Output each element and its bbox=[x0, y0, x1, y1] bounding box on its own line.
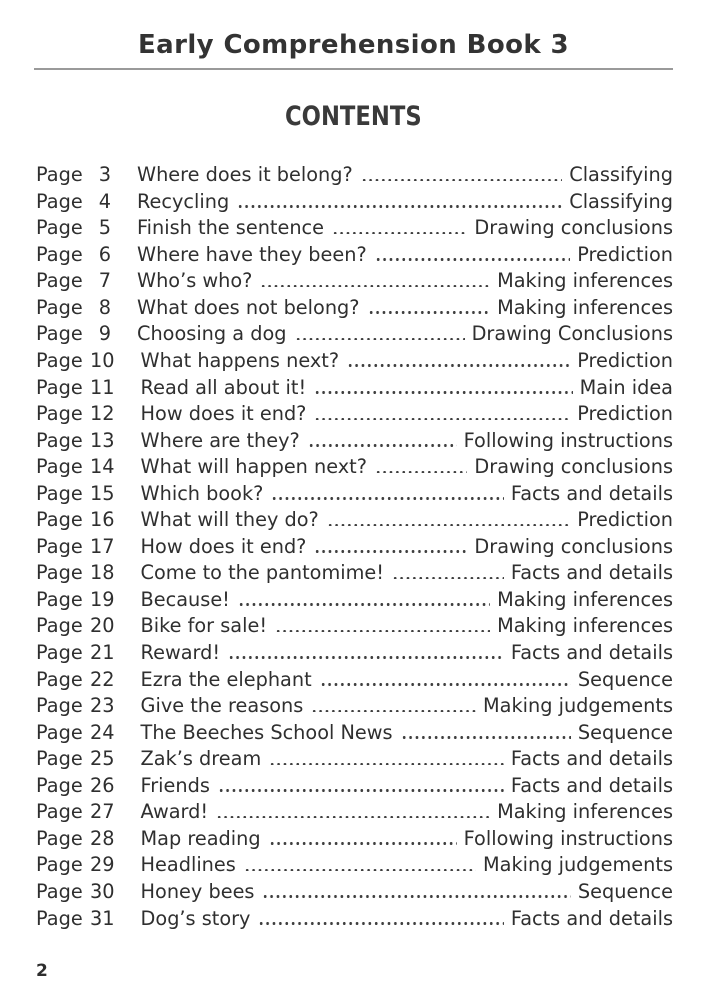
toc-entry-title: Zak’s dream bbox=[140, 747, 262, 771]
toc-entry-category: Drawing conclusions bbox=[474, 534, 673, 558]
toc-entry-title: Award! bbox=[140, 800, 209, 824]
toc-entry-title: What will they do? bbox=[140, 508, 319, 532]
toc-page-number: 12 bbox=[90, 402, 115, 426]
toc-page-number: 20 bbox=[90, 614, 115, 638]
toc-row bbox=[36, 880, 673, 907]
toc-entry-title: Who’s who? bbox=[137, 269, 253, 293]
toc-page-word: Page bbox=[36, 402, 83, 426]
toc-dot-leader bbox=[218, 789, 504, 792]
toc-row bbox=[36, 429, 673, 456]
toc-entry-category: Facts and details bbox=[510, 747, 673, 771]
toc-page-word: Page bbox=[36, 481, 83, 505]
toc-row bbox=[36, 561, 673, 588]
toc-entry-category: Making inferences bbox=[497, 587, 673, 611]
toc-page-number: 14 bbox=[90, 455, 115, 479]
toc-page-word: Page bbox=[36, 295, 83, 319]
toc-page-word: Page bbox=[36, 826, 83, 850]
toc-dot-leader bbox=[262, 895, 570, 898]
toc-entry-title: Finish the sentence bbox=[137, 216, 325, 240]
toc-page-word: Page bbox=[36, 349, 83, 373]
toc-entry-category: Facts and details bbox=[510, 773, 673, 797]
toc-page-word: Page bbox=[36, 561, 83, 585]
toc-page-number: 31 bbox=[90, 906, 115, 930]
toc-page-number: 21 bbox=[90, 641, 115, 665]
toc-page-word: Page bbox=[36, 163, 83, 187]
toc-entry-category: Sequence bbox=[577, 667, 673, 691]
toc-entry-category: Drawing Conclusions bbox=[471, 322, 673, 346]
toc-entry-title: Read all about it! bbox=[140, 375, 307, 399]
toc-dot-leader bbox=[228, 656, 504, 659]
toc-page-number: 26 bbox=[90, 773, 115, 797]
book-title: Early Comprehension Book 3 bbox=[138, 30, 569, 60]
toc-page-number: 15 bbox=[90, 481, 115, 505]
toc-page-word: Page bbox=[36, 242, 83, 266]
toc-page-number: 23 bbox=[90, 694, 115, 718]
toc-row bbox=[36, 721, 673, 748]
toc-entry-category: Facts and details bbox=[510, 641, 673, 665]
toc-dot-leader bbox=[308, 444, 457, 447]
toc-page-number: 13 bbox=[90, 428, 115, 452]
toc-entry-category: Making inferences bbox=[497, 295, 673, 319]
toc-page-number: 10 bbox=[90, 349, 115, 373]
toc-row bbox=[36, 800, 673, 827]
toc-page-word: Page bbox=[36, 694, 83, 718]
toc-page-number: 19 bbox=[90, 587, 115, 611]
toc-page-word: Page bbox=[36, 667, 83, 691]
toc-entry-category: Making inferences bbox=[497, 800, 673, 824]
toc-row bbox=[36, 853, 673, 880]
toc-row bbox=[36, 216, 673, 243]
contents-heading-wrap bbox=[0, 101, 707, 133]
toc-page-word: Page bbox=[36, 747, 83, 771]
toc-page-word: Page bbox=[36, 269, 83, 293]
toc-row bbox=[36, 774, 673, 801]
toc-dot-leader bbox=[392, 577, 504, 580]
toc-dot-leader bbox=[347, 364, 570, 367]
toc-entry-title: Map reading bbox=[140, 826, 261, 850]
toc-dot-leader bbox=[269, 842, 457, 845]
toc-entry-category: Classifying bbox=[569, 163, 673, 187]
toc-page-word: Page bbox=[36, 455, 83, 479]
toc-entry-title: What does not belong? bbox=[137, 295, 360, 319]
folio-page-number: 2 bbox=[36, 961, 48, 981]
toc-page-number: 25 bbox=[90, 747, 115, 771]
toc-page-word: Page bbox=[36, 375, 83, 399]
toc-row bbox=[36, 402, 673, 429]
toc-page-word: Page bbox=[36, 879, 83, 903]
toc-entry-category: Making inferences bbox=[497, 269, 673, 293]
toc-page-word: Page bbox=[36, 720, 83, 744]
toc-entry-category: Facts and details bbox=[510, 906, 673, 930]
toc-dot-leader bbox=[375, 258, 571, 261]
toc-dot-leader bbox=[271, 497, 504, 500]
toc-page-word: Page bbox=[36, 216, 83, 240]
toc-page-word: Page bbox=[36, 906, 83, 930]
toc-entry-category: Prediction bbox=[577, 242, 673, 266]
toc-row bbox=[36, 747, 673, 774]
toc-page-number: 6 bbox=[98, 242, 111, 266]
toc-page-number: 3 bbox=[98, 163, 111, 187]
toc-entry-title: Which book? bbox=[140, 481, 264, 505]
toc-entry-title: Reward! bbox=[140, 641, 221, 665]
toc-entry-title: Give the reasons bbox=[140, 694, 304, 718]
toc-row bbox=[36, 190, 673, 217]
toc-row bbox=[36, 614, 673, 641]
toc-dot-leader bbox=[320, 683, 571, 686]
toc-dot-leader bbox=[258, 922, 503, 925]
toc-dot-leader bbox=[368, 311, 491, 314]
toc-row bbox=[36, 163, 673, 190]
toc-row bbox=[36, 668, 673, 695]
toc-page-number: 24 bbox=[90, 720, 115, 744]
toc-row bbox=[36, 322, 673, 349]
toc-entry-category: Prediction bbox=[577, 508, 673, 532]
toc-page-number: 18 bbox=[90, 561, 115, 585]
toc-entry-title: The Beeches School News bbox=[140, 720, 393, 744]
toc-entry-category: Prediction bbox=[577, 402, 673, 426]
toc-entry-category: Making inferences bbox=[497, 614, 673, 638]
toc-dot-leader bbox=[375, 471, 467, 474]
toc-entry-category: Classifying bbox=[569, 189, 673, 213]
toc-dot-leader bbox=[275, 630, 490, 633]
toc-page-word: Page bbox=[36, 800, 83, 824]
toc-entry-category: Following instructions bbox=[463, 428, 673, 452]
toc-page-word: Page bbox=[36, 853, 83, 877]
toc-row bbox=[36, 535, 673, 562]
toc-page-number: 16 bbox=[90, 508, 115, 532]
toc-page-word: Page bbox=[36, 641, 83, 665]
toc-entry-title: Choosing a dog bbox=[137, 322, 287, 346]
toc-entry-title: What will happen next? bbox=[140, 455, 367, 479]
toc-page-number: 22 bbox=[90, 667, 115, 691]
toc-page-number: 27 bbox=[90, 800, 115, 824]
toc-page-number: 4 bbox=[98, 189, 111, 213]
toc-entry-category: Making judgements bbox=[483, 694, 673, 718]
toc-page-word: Page bbox=[36, 322, 83, 346]
toc-entry-category: Facts and details bbox=[510, 481, 673, 505]
toc-page-word: Page bbox=[36, 508, 83, 532]
toc-entry-title: Friends bbox=[140, 773, 210, 797]
toc-page-number: 8 bbox=[98, 295, 111, 319]
toc-page-number: 30 bbox=[90, 879, 115, 903]
toc-row bbox=[36, 349, 673, 376]
toc-page-number: 11 bbox=[90, 375, 115, 399]
toc-page-word: Page bbox=[36, 534, 83, 558]
toc-dot-leader bbox=[314, 418, 570, 421]
toc-entry-category: Drawing conclusions bbox=[474, 455, 673, 479]
toc-page-word: Page bbox=[36, 587, 83, 611]
toc-page-number: 29 bbox=[90, 853, 115, 877]
toc-entry-title: Dog’s story bbox=[140, 906, 251, 930]
toc-dot-leader bbox=[361, 179, 563, 182]
toc-entry-title: Where have they been? bbox=[137, 242, 367, 266]
toc-row bbox=[36, 508, 673, 535]
table-of-contents bbox=[36, 163, 673, 933]
toc-page-word: Page bbox=[36, 189, 83, 213]
toc-entry-category: Main idea bbox=[579, 375, 673, 399]
toc-dot-leader bbox=[314, 391, 572, 394]
toc-entry-title: Because! bbox=[140, 587, 230, 611]
toc-page-word: Page bbox=[36, 614, 83, 638]
toc-row bbox=[36, 827, 673, 854]
toc-dot-leader bbox=[237, 205, 562, 208]
toc-page-number: 5 bbox=[98, 216, 111, 240]
toc-entry-category: Sequence bbox=[577, 720, 673, 744]
toc-dot-leader bbox=[269, 763, 504, 766]
toc-dot-leader bbox=[295, 338, 465, 341]
toc-row bbox=[36, 482, 673, 509]
toc-entry-category: Facts and details bbox=[510, 561, 673, 585]
toc-entry-title: Headlines bbox=[140, 853, 236, 877]
toc-page-number: 28 bbox=[90, 826, 115, 850]
toc-dot-leader bbox=[314, 550, 467, 553]
toc-row bbox=[36, 243, 673, 270]
toc-row bbox=[36, 376, 673, 403]
toc-entry-category: Prediction bbox=[577, 349, 673, 373]
toc-entry-title: Ezra the elephant bbox=[140, 667, 312, 691]
toc-entry-category: Sequence bbox=[577, 879, 673, 903]
toc-page-number: 9 bbox=[98, 322, 111, 346]
toc-row bbox=[36, 269, 673, 296]
toc-row bbox=[36, 694, 673, 721]
contents-heading: CONTENTS bbox=[285, 101, 422, 133]
toc-entry-category: Following instructions bbox=[463, 826, 673, 850]
toc-dot-leader bbox=[238, 603, 490, 606]
toc-row bbox=[36, 455, 673, 482]
toc-entry-title: Where are they? bbox=[140, 428, 300, 452]
toc-entry-title: Recycling bbox=[137, 189, 230, 213]
toc-dot-leader bbox=[332, 232, 467, 235]
toc-dot-leader bbox=[311, 710, 476, 713]
toc-dot-leader bbox=[244, 869, 476, 872]
toc-page-word: Page bbox=[36, 773, 83, 797]
toc-dot-leader bbox=[327, 524, 570, 527]
title-divider-line bbox=[34, 68, 673, 70]
toc-entry-category: Making judgements bbox=[483, 853, 673, 877]
toc-entry-title: Honey bees bbox=[140, 879, 255, 903]
toc-entry-title: How does it end? bbox=[140, 402, 307, 426]
toc-entry-title: Come to the pantomime! bbox=[140, 561, 384, 585]
toc-page-number: 17 bbox=[90, 534, 115, 558]
toc-row bbox=[36, 641, 673, 668]
toc-entry-title: How does it end? bbox=[140, 534, 307, 558]
toc-dot-leader bbox=[260, 285, 490, 288]
toc-entry-category: Drawing conclusions bbox=[474, 216, 673, 240]
toc-entry-title: Where does it belong? bbox=[137, 163, 353, 187]
toc-row bbox=[36, 588, 673, 615]
toc-dot-leader bbox=[401, 736, 571, 739]
toc-entry-title: What happens next? bbox=[140, 349, 340, 373]
toc-row bbox=[36, 296, 673, 323]
toc-row bbox=[36, 907, 673, 934]
toc-page-number: 7 bbox=[98, 269, 111, 293]
toc-page-word: Page bbox=[36, 428, 83, 452]
toc-dot-leader bbox=[216, 816, 490, 819]
toc-entry-title: Bike for sale! bbox=[140, 614, 268, 638]
